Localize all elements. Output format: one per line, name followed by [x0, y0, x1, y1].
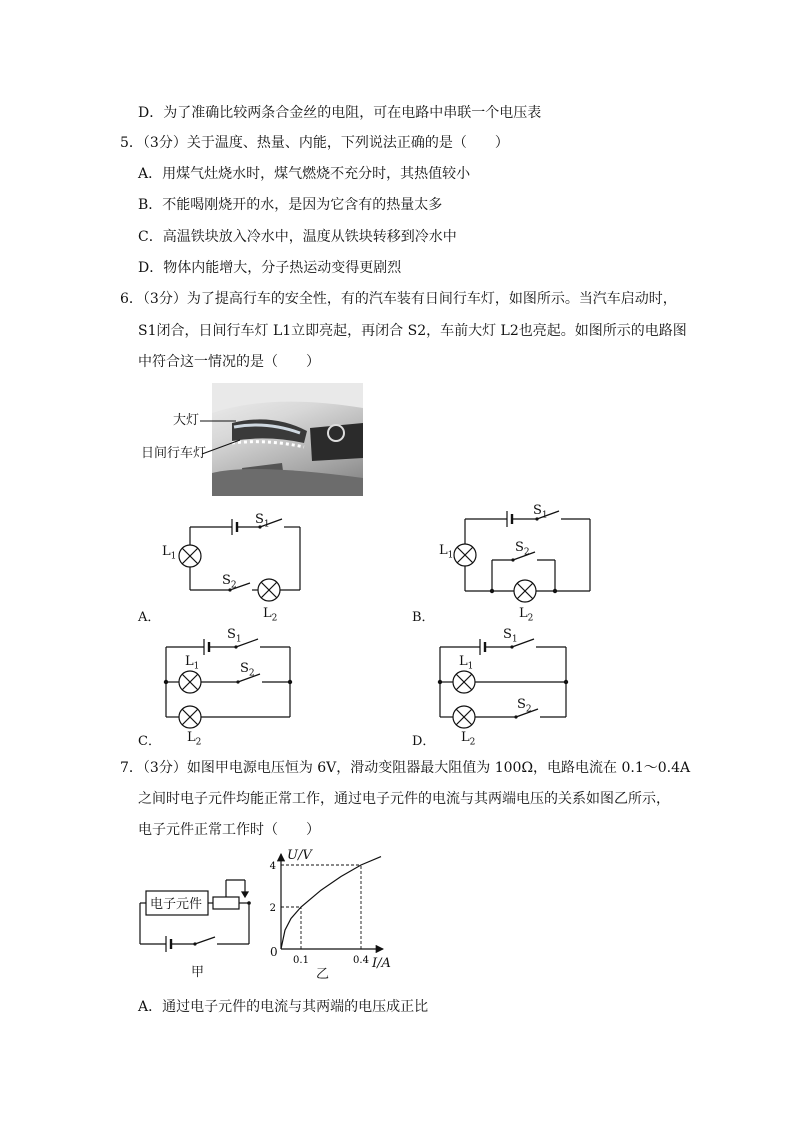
graph-origin-label: 0: [270, 945, 278, 959]
circuit-a: [160, 505, 320, 620]
figure-yi-caption: 乙: [316, 967, 330, 982]
graph-ylabel: U/V: [287, 848, 312, 863]
circuit-c-option-label: C．: [138, 734, 161, 749]
y-tick-label: 2: [269, 903, 276, 914]
circuit-d-l1-label: $L_1$: [459, 654, 474, 672]
rheostat-icon: [213, 897, 239, 909]
electronic-component-label: 电子元件: [150, 897, 203, 912]
q4-option-d: D．为了准确比较两条合金丝的电阻，可在电路中串联一个电压表: [138, 105, 542, 121]
label-daytime-running-light: 日间行车灯: [141, 446, 207, 461]
circuit-b-s1-label: $S_1$: [533, 503, 548, 521]
circuit-d: [434, 635, 574, 730]
graph-xlabel: I/A: [372, 956, 391, 971]
y-tick-label: 4: [269, 861, 276, 872]
circuit-b-l2-label: $L_2$: [519, 606, 534, 624]
q5-option-c: C．高温铁块放入冷水中，温度从铁块转移到冷水中: [138, 229, 457, 245]
circuit-c: [160, 635, 300, 730]
circuit-d-s2-label: $S_2$: [517, 697, 532, 715]
q6-stem-line2: S1闭合，日间行车灯 L1立即亮起，再闭合 S2，车前大灯 L2也亮起。如图所示的电路图: [138, 323, 687, 339]
circuit-a-l2-label: $L_2$: [263, 606, 278, 624]
q5-stem: 5．（3分）关于温度、热量、内能，下列说法正确的是（ ）: [120, 135, 509, 151]
series-line-0: [281, 857, 381, 949]
q5-option-b: B．不能喝刚烧开的水，是因为它含有的热量太多: [138, 197, 443, 213]
q5-option-a: A．用煤气灶烧水时，煤气燃烧不充分时，其热值较小: [138, 166, 471, 182]
label-headlight: 大灯: [173, 413, 200, 428]
circuit-b-s2-label: $S_2$: [515, 540, 530, 558]
circuit-b: [435, 505, 600, 620]
x-tick-label: 0.1: [293, 955, 309, 966]
circuit-a-s2-label: $S_2$: [222, 573, 237, 591]
circuit-d-option-label: D．: [412, 734, 436, 749]
q7-stem-line1: 7．（3分）如图甲电源电压恒为 6V，滑动变阻器最大阻值为 100Ω，电路电流在 0.1～0.4A: [120, 760, 691, 776]
circuit-d-s1-label: $S_1$: [503, 627, 518, 645]
circuit-d-l2-label: $L_2$: [461, 730, 476, 748]
figure-jia-caption: 甲: [191, 965, 205, 980]
x-tick-label: 0.4: [353, 955, 369, 966]
circuit-b-l1-label: $L_1$: [439, 543, 454, 561]
circuit-a-option-label: A．: [138, 610, 161, 625]
q5-option-d: D．物体内能增大，分子热运动变得更剧烈: [138, 260, 402, 276]
circuit-a-s1-label: $S_1$: [255, 512, 270, 530]
q6-stem-line3: 中符合这一情况的是（ ）: [138, 354, 320, 370]
q6-stem-line1: 6．（3分）为了提高行车的安全性，有的汽车装有日间行车灯，如图所示。当汽车启动时，: [120, 291, 677, 307]
figure-yi-graph: [265, 848, 395, 973]
q7-stem-line2: 之间时电子元件均能正常工作，通过电子元件的电流与其两端电压的关系如图乙所示，: [138, 791, 670, 807]
circuit-b-option-label: B．: [412, 610, 435, 625]
circuit-c-l2-label: $L_2$: [187, 730, 202, 748]
q7-stem-line3: 电子元件正常工作时（ ）: [138, 822, 320, 838]
circuit-c-s1-label: $S_1$: [227, 627, 242, 645]
figure-jia-circuit: [135, 872, 260, 957]
q7-option-a: A．通过电子元件的电流与其两端的电压成正比: [138, 999, 429, 1015]
circuit-a-l1-label: $L_1$: [162, 544, 177, 562]
circuit-c-l1-label: $L_1$: [185, 654, 200, 672]
circuit-c-s2-label: $S_2$: [240, 661, 255, 679]
